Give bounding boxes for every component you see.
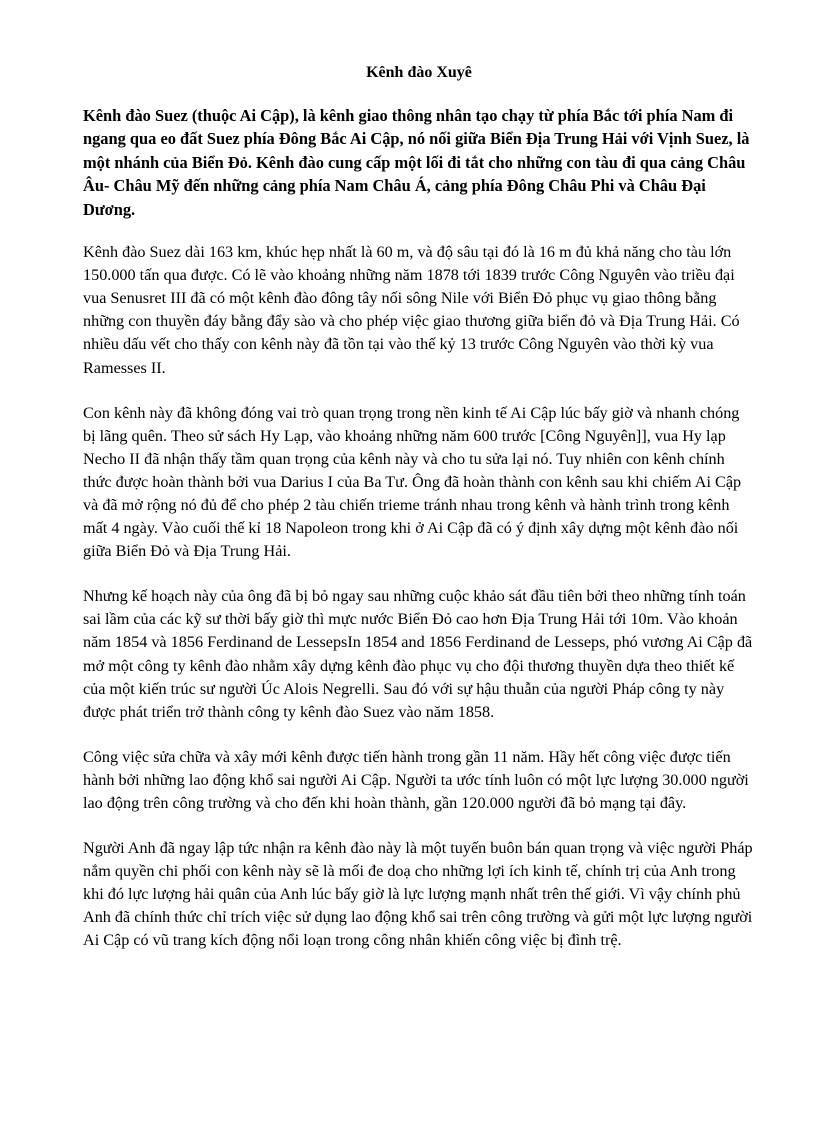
paragraph-2: Con kênh này đã không đóng vai trò quan trọng trong nền kinh tế Ai Cập lúc bấy giờ và nhanh chóng bị lãng quên. Theo sử sách Hy Lạp, vào khoảng những năm 600 trước [Công Nguyên]], vua Hy lạp Necho II đã nhận thấy tầm quan trọng của kênh này và cho tu sửa lại nó. Tuy nhiên con kênh chính thức được hoàn thành bởi vua Darius I của Ba Tư. Ông đã hoàn thành con kênh sau khi chiếm Ai Cập và đã mở rộng nó đủ để cho phép 2 tàu chiến trieme tránh nhau trong kênh và hành trình trong kênh mất 4 ngày. Vào cuối thế kỉ 18 Napoleon trong khi ở Ai Cập đã có ý định xây dựng một kênh đào nối giữa Biển Đỏ và Địa Trung Hải. — [83, 403, 742, 561]
lead-paragraph: Kênh đào Suez (thuộc Ai Cập), là kênh giao thông nhân tạo chạy từ phía Bắc tới phía Nam đi ngang qua eo đất Suez phía Đông Bắc Ai Cập, nó nối giữa Biển Địa Trung Hải với Vịnh Suez, là một nhánh của Biển Đỏ. Kênh đào cung cấp một lối đi tắt cho những con tàu đi qua cảng Châu Âu- Châu Mỹ đến những cảng phía Nam Châu Á, cảng phía Đông Châu Phi và Châu Đại Dương. — [83, 106, 750, 219]
paragraph-1: Kênh đào Suez dài 163 km, khúc hẹp nhất là 60 m, và độ sâu tại đó là 16 m đủ khả năng cho tàu lớn 150.000 tấn qua được. Có lẽ vào khoảng những năm 1878 tới 1839 trước Công Nguyên vào triều đại vua Senusret III đã có một kênh đào đông tây nối sông Nile với Biển Đỏ phục vụ giao thông bằng những con thuyền đáy bằng đẩy sào và cho phép việc giao thương giữa biển đỏ và Địa Trung Hải. Có nhiều dấu vết cho thấy con kênh này đã tồn tại vào thế kỷ 13 trước Công Nguyên vào thời kỳ vua Ramesses II. — [83, 243, 740, 377]
document-title: Kênh đào Xuyê — [366, 64, 472, 81]
paragraph-5: Người Anh đã ngay lập tức nhận ra kênh đào này là một tuyến buôn bán quan trọng và việc người Pháp nắm quyền chi phối con kênh này sẽ là mối đe doạ cho những lợi ích kinh tế, chính trị của Anh trong khi đó lực lượng hải quân của Anh lúc bấy giờ là lực lượng mạnh nhất trên thế giới. Vì vậy chính phủ Anh đã chính thức chỉ trích việc sử dụng lao động khổ sai trên công trường và gửi một lực lượng người Ai Cập có vũ trang kích động nổi loạn trong công nhân khiến công việc bị đình trệ. — [83, 839, 753, 950]
paragraph-4: Công việc sửa chữa và xây mới kênh được tiến hành trong gần 11 năm. Hầy hết công việc được tiến hành bởi những lao động khổ sai người Ai Cập. Người ta ước tính luôn có một lực lượng 30.000 người lao động trên công trường và cho đến khi hoàn thành, gần 120.000 người đã bỏ mạng tại đây. — [83, 747, 749, 812]
document-page — [83, 62, 755, 975]
paragraph-3: Nhưng kế hoạch này của ông đã bị bỏ ngay sau những cuộc khảo sát đầu tiên bởi theo những tính toán sai lầm của các kỹ sư thời bấy giờ thì mực nước Biển Đỏ cao hơn Địa Trung Hải tới 10m. Vào khoản năm 1854 và 1856 Ferdinand de LessepsIn 1854 and 1856 Ferdinand de Lesseps, phó vương Ai Cập đã mở một công ty kênh đào nhằm xây dựng kênh đào phục vụ cho đội thương thuyền dựa theo thiết kế của một kiến trúc sư người Úc Alois Negrelli. Sau đó với sự hậu thuẫn của người Pháp công ty này được phát triển trở thành công ty kênh đào Suez vào năm 1858. — [83, 587, 753, 721]
